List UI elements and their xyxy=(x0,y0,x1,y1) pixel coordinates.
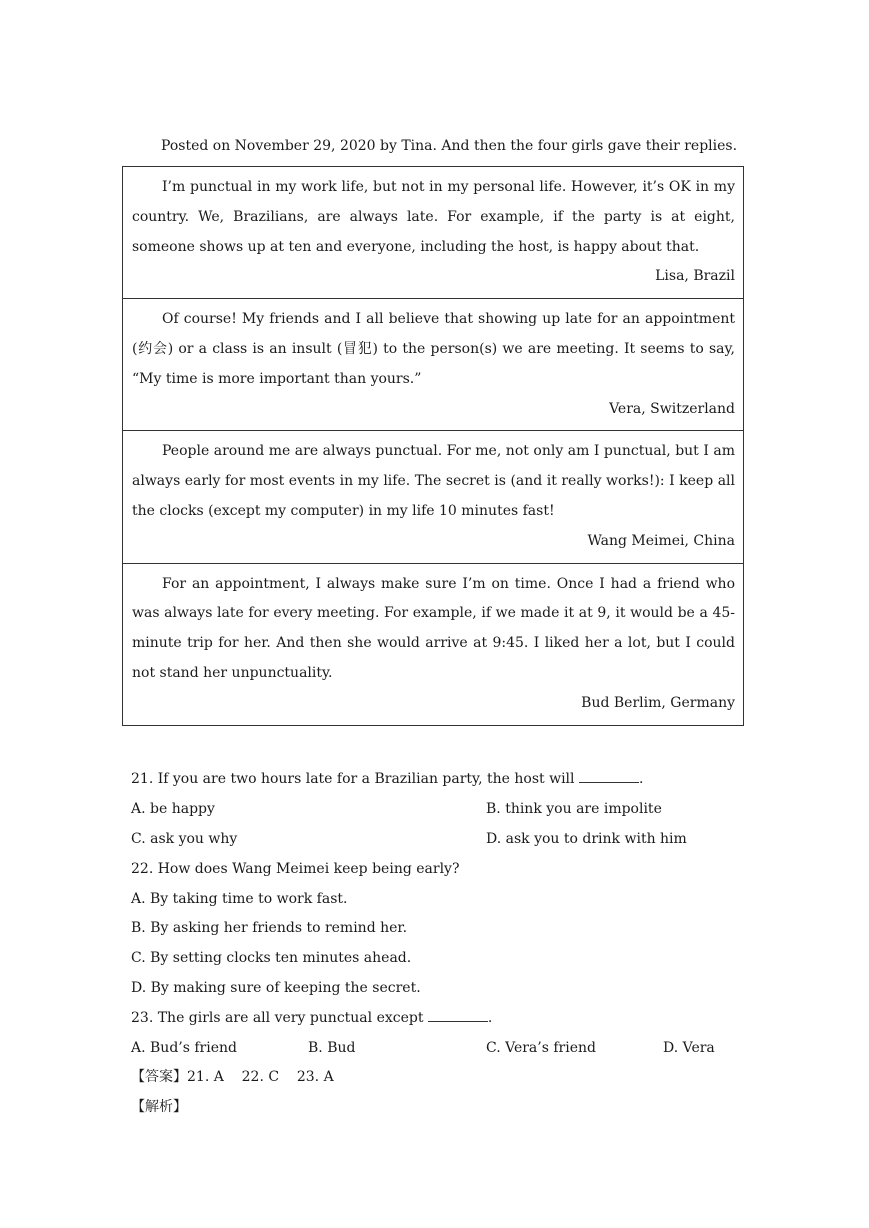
question-22: 22. How does Wang Meimei keep being early? xyxy=(131,861,460,877)
reply-text: Of course! My friends and I all believe that showing up late for an appointment (约会) or a class is an insult (冒犯) to the person(s) we are meeting. It seems to say, “My time is more important than yours.” xyxy=(132,311,735,387)
option-21b: B. think you are impolite xyxy=(486,801,662,817)
reply-author: Lisa, Brazil xyxy=(655,268,735,285)
reply-cell-lisa xyxy=(123,167,743,299)
reply-text: I’m punctual in my work life, but not in my personal life. However, it’s OK in my country. We, Brazilians, are always late. For example, if the party is at eight, someone shows up at ten and everyone, including the host, is happy about that. xyxy=(132,179,735,255)
option-22b: B. By asking her friends to remind her. xyxy=(131,920,408,936)
option-23a: A. Bud’s friend xyxy=(131,1040,237,1056)
question-end: . xyxy=(638,771,644,787)
question-stem: 23. The girls are all very punctual except xyxy=(131,1010,424,1026)
reply-text: People around me are always punctual. For me, not only am I punctual, but I am always early for most events in my life. The secret is (and it really works!): I keep all the clocks (except my computer) in my life 10 minutes fast! xyxy=(132,443,735,519)
answer-blank xyxy=(579,770,639,783)
option-21d: D. ask you to drink with him xyxy=(486,831,687,847)
option-22a: A. By taking time to work fast. xyxy=(131,891,348,907)
analysis-label: 【解析】 xyxy=(131,1099,187,1115)
reply-author: Vera, Switzerland xyxy=(609,400,735,417)
replies-table xyxy=(122,166,744,726)
option-23c: C. Vera’s friend xyxy=(486,1040,596,1056)
intro-line: Posted on November 29, 2020 by Tina. And then the four girls gave their replies. xyxy=(161,138,738,154)
question-stem: 21. If you are two hours late for a Brazilian party, the host will xyxy=(131,771,575,787)
reply-author: Wang Meimei, China xyxy=(587,532,735,549)
reply-author: Bud Berlim, Germany xyxy=(581,694,735,711)
reply-cell-wang xyxy=(123,431,743,563)
answer-text: 21. A 22. C 23. A xyxy=(187,1069,334,1085)
answer-blank xyxy=(428,1009,488,1022)
answer-line xyxy=(131,1067,334,1087)
question-21 xyxy=(131,769,751,789)
question-end: . xyxy=(487,1010,493,1026)
reply-text: For an appointment, I always make sure I’m on time. Once I had a friend who was always late for every meeting. For example, if we made it at 9, it would be a 45-minute trip for her. And then she would arrive at 9:45. I liked her a lot, but I could not stand her unpunctuality. xyxy=(132,575,735,681)
question-23 xyxy=(131,1008,751,1028)
reply-cell-vera xyxy=(123,299,743,431)
option-23d: D. Vera xyxy=(663,1040,715,1056)
option-21a: A. be happy xyxy=(131,801,215,817)
option-23b: B. Bud xyxy=(308,1040,356,1056)
analysis-line xyxy=(131,1097,187,1117)
reply-cell-bud xyxy=(123,564,743,725)
answer-label: 【答案】 xyxy=(131,1069,187,1085)
option-22d: D. By making sure of keeping the secret. xyxy=(131,980,421,996)
option-22c: C. By setting clocks ten minutes ahead. xyxy=(131,950,412,966)
option-21c: C. ask you why xyxy=(131,831,238,847)
